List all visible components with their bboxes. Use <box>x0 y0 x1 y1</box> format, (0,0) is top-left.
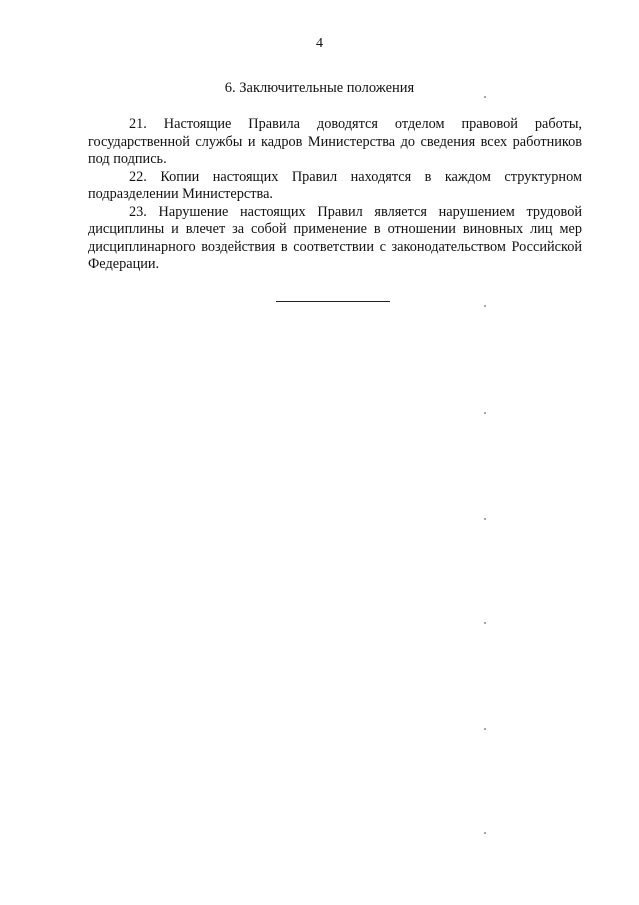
scan-speck <box>484 832 486 834</box>
scan-speck <box>484 412 486 414</box>
clause-23: 23. Нарушение настоящих Правил является нарушением трудовой дисциплины и влечет за собой применение в отношении виновных лиц мер дисциплинарного воздействия в соответствии с законодательством Российской Федерации. <box>88 203 582 272</box>
scan-speck <box>484 622 486 624</box>
scan-speck <box>484 518 486 520</box>
clause-21: 21. Настоящие Правила доводятся отделом правовой работы, государственной службы и кадров Министерства до сведения всех работников под подпись. <box>88 116 582 167</box>
end-of-document-rule <box>276 301 390 302</box>
scan-speck <box>484 728 486 730</box>
section-heading: 6. Заключительные положения <box>224 80 415 96</box>
clause-22: 22. Копии настоящих Правил находятся в каждом структурном подразделении Министерства. <box>88 168 582 202</box>
scan-speck <box>484 305 486 307</box>
page-number: 4 <box>316 36 323 51</box>
scan-speck <box>484 96 486 98</box>
section-body <box>88 116 582 274</box>
